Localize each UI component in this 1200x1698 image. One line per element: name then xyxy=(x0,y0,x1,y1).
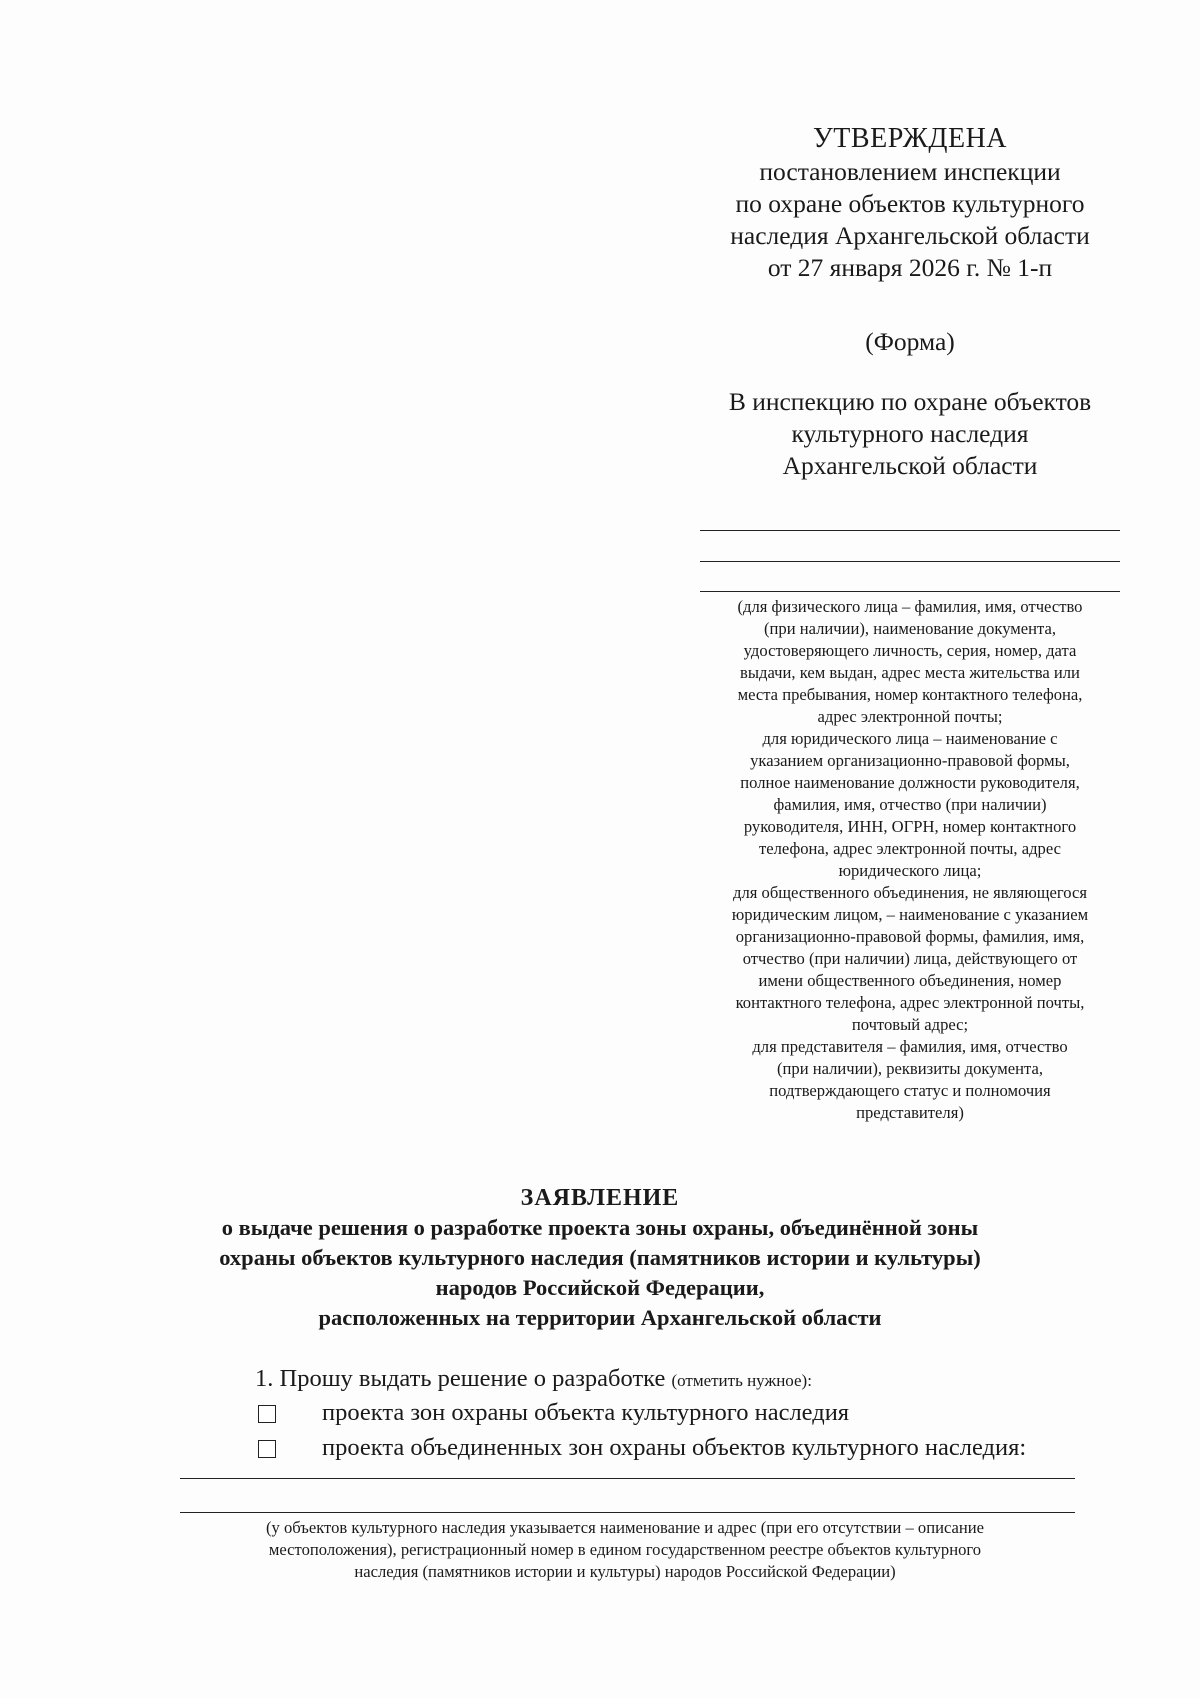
form-label: (Форма) xyxy=(865,327,955,356)
option-label: проекта объединенных зон охраны объектов культурного наследия: xyxy=(322,1434,1027,1461)
hint-line: юридическим лицом, – наименование с указанием xyxy=(731,905,1089,924)
hint-line: отчество (при наличии) лица, действующего от xyxy=(742,949,1078,968)
hint-line: контактного телефона, адрес электронной почты, xyxy=(735,993,1085,1012)
hint-line: указанием организационно-правовой формы, xyxy=(750,751,1070,770)
checkbox[interactable] xyxy=(258,1440,276,1458)
hint-line: для общественного объединения, не являющегося xyxy=(733,883,1087,902)
hint-line: для юридического лица – наименование с xyxy=(762,729,1058,748)
object-hint xyxy=(150,1517,1100,1583)
hint-line: (для физического лица – фамилия, имя, отчество xyxy=(737,597,1083,616)
checkbox[interactable] xyxy=(258,1405,276,1423)
statement-title: ЗАЯВЛЕНИЕ xyxy=(520,1185,680,1211)
hint-line: телефона, адрес электронной почты, адрес xyxy=(759,839,1061,858)
hint-line: юридического лица; xyxy=(838,861,982,880)
approval-line: постановлением инспекции xyxy=(759,157,1061,186)
hint-line: места пребывания, номер контактного телефона, xyxy=(737,685,1083,704)
option-label: проекта зон охраны объекта культурного наследия xyxy=(322,1399,850,1426)
approval-line: по охране объектов культурного xyxy=(735,189,1085,218)
hint-line: местоположения), регистрационный номер в едином государственном реестре объектов культурного xyxy=(268,1540,982,1559)
statement-subtitle-line: народов Российской Федерации, xyxy=(435,1275,765,1300)
applicant-fill-line[interactable] xyxy=(700,561,1120,562)
hint-line: фамилия, имя, отчество (при наличии) xyxy=(773,795,1047,814)
applicant-fill-line[interactable] xyxy=(700,591,1120,592)
addressee-line: Архангельской области xyxy=(782,451,1038,480)
hint-line: полное наименование должности руководителя, xyxy=(740,773,1080,792)
hint-line: представителя) xyxy=(856,1103,964,1122)
object-fill-line[interactable] xyxy=(180,1478,1075,1479)
hint-line: почтовый адрес; xyxy=(851,1015,969,1034)
statement-heading xyxy=(160,1183,1040,1333)
addressee-line: В инспекцию по охране объектов xyxy=(728,387,1092,416)
item-1-text: 1. Прошу выдать решение о разработке xyxy=(255,1365,666,1392)
item-1-note: (отметить нужное): xyxy=(671,1371,812,1390)
item-1 xyxy=(255,1364,1155,1396)
addressee-block xyxy=(680,386,1140,482)
hint-line: (при наличии), наименование документа, xyxy=(764,619,1056,638)
approval-title: УТВЕРЖДЕНА xyxy=(812,123,1008,154)
applicant-fill-line[interactable] xyxy=(700,530,1120,531)
hint-line: (у объектов культурного наследия указывается наименование и адрес (при его отсутствии – описание xyxy=(265,1518,985,1537)
hint-line: для представителя – фамилия, имя, отчество xyxy=(752,1037,1068,1056)
hint-line: имени общественного объединения, номер xyxy=(758,971,1062,990)
addressee-line: культурного наследия xyxy=(791,419,1029,448)
object-fill-line[interactable] xyxy=(180,1512,1075,1513)
statement-subtitle-line: охраны объектов культурного наследия (памятников истории и культуры) xyxy=(219,1245,981,1270)
hint-line: (при наличии), реквизиты документа, xyxy=(777,1059,1043,1078)
approval-line: наследия Архангельской области xyxy=(730,221,1090,250)
hint-line: выдачи, кем выдан, адрес места жительства или xyxy=(740,663,1080,682)
applicant-hint xyxy=(680,596,1140,1124)
hint-line: подтверждающего статус и полномочия xyxy=(769,1081,1051,1100)
approval-block xyxy=(700,122,1120,284)
statement-subtitle-line: о выдаче решения о разработке проекта зоны охраны, объединённой зоны xyxy=(221,1215,979,1240)
approval-line: от 27 января 2026 г. № 1-п xyxy=(767,253,1053,282)
hint-line: адрес электронной почты; xyxy=(817,707,1003,726)
hint-line: руководителя, ИНН, ОГРН, номер контактного xyxy=(743,817,1077,836)
hint-line: удостоверяющего личность, серия, номер, дата xyxy=(743,641,1077,660)
hint-line: организационно-правовой формы, фамилия, имя, xyxy=(735,927,1085,946)
hint-line: наследия (памятников истории и культуры) народов Российской Федерации) xyxy=(354,1562,896,1581)
statement-subtitle-line: расположенных на территории Архангельской области xyxy=(318,1305,882,1330)
